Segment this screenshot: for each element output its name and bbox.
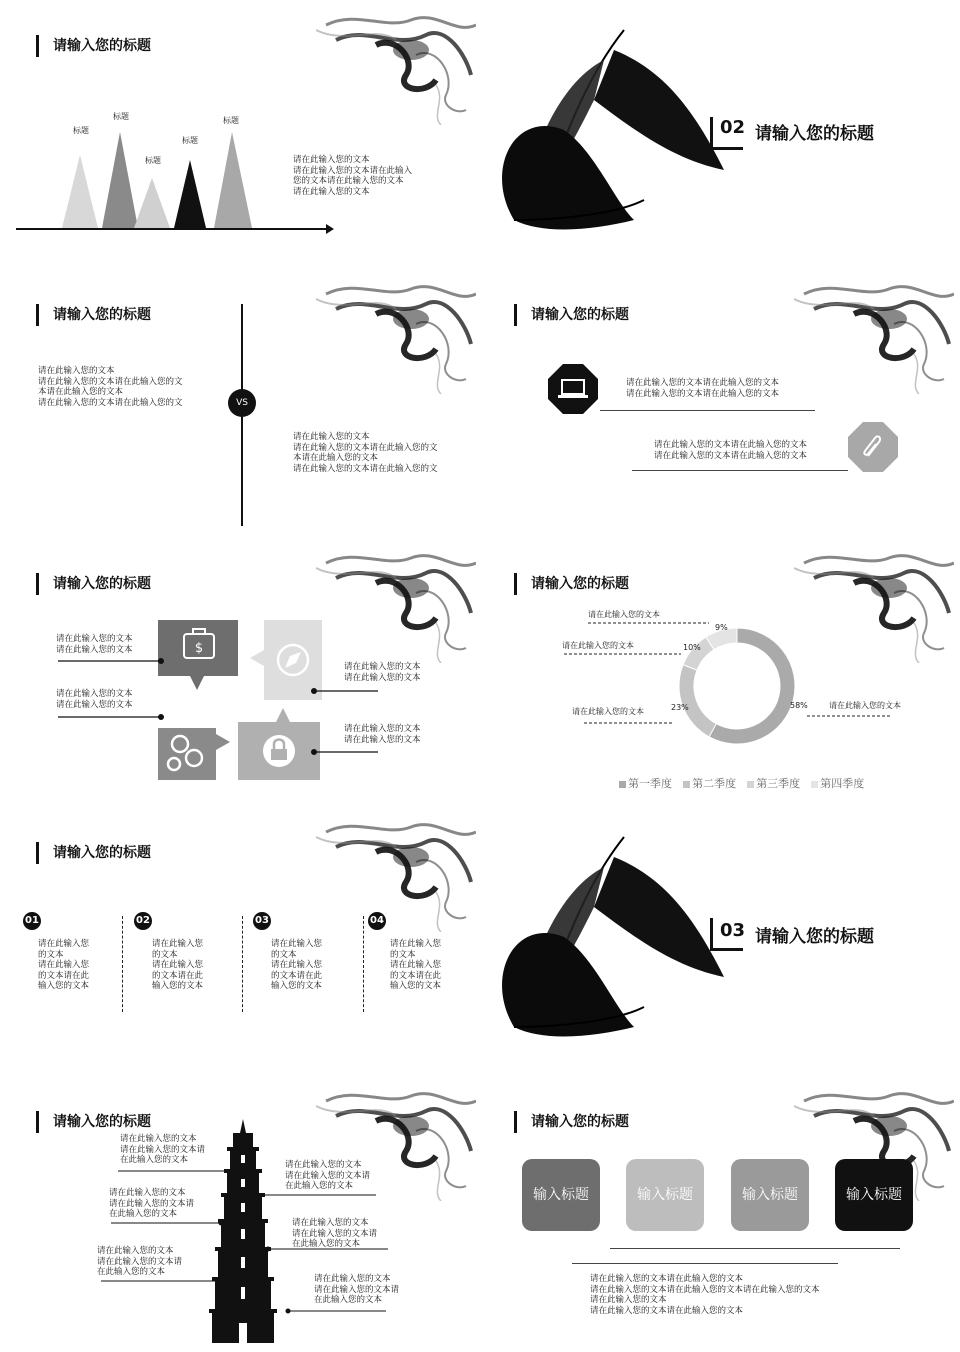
slide-title: 请输入您的标题: [36, 842, 151, 864]
step-number: 02: [134, 912, 152, 930]
text-6: 请在此输入您的文本 请在此输入您的文本请 在此输入您的文本: [314, 1274, 400, 1305]
text-1: 请在此输入您的文本请在此输入您的文本 请在此输入您的文本请在此输入您的文本: [626, 378, 780, 399]
text-2: 请在此输入您的文本请在此输入您的文本 请在此输入您的文本请在此输入您的文本: [654, 440, 808, 461]
connector-lines: [6, 1081, 476, 1343]
slide-section-02: [484, 5, 954, 267]
text-4: 请在此输入您的文本 请在此输入您的文本: [344, 724, 421, 745]
text-3: 请在此输入您的文本 请在此输入您的文本: [344, 662, 421, 683]
slide-pagoda: [6, 1081, 476, 1343]
body-text: 请在此输入您的文本 请在此输入您的文本请在此输入 您的文本请在此输入您的文本 请在此输入您的文本: [293, 155, 413, 197]
slide-icon-list: [484, 274, 954, 536]
data-label-23: 23%: [671, 703, 689, 712]
peak-label-1: 标题: [73, 126, 89, 135]
step-divider: [242, 916, 243, 1012]
smoke-decoration: [316, 5, 476, 125]
divider-line: [610, 1248, 900, 1249]
peak-3: [134, 178, 170, 228]
feathers-illustration: [494, 20, 734, 250]
label-4: 请在此输入您的文本: [829, 701, 901, 710]
body-text: 请在此输入您的文本请在此输入您的文本 请在此输入您的文本请在此输入您的文本请在此输入您的文本 请在此输入您的文本 请在此输入您的文本请在此输入您的文本: [590, 1274, 820, 1316]
step-number: 01: [23, 912, 41, 930]
peak-5: [214, 132, 252, 228]
text-1: 请在此输入您的文本 请在此输入您的文本请 在此输入您的文本: [120, 1134, 206, 1165]
step-text: 请在此输入您 的文本 请在此输入您 的文本请在此 输入您的文本: [152, 939, 204, 991]
slide-four-steps: [6, 812, 476, 1074]
text-4: 请在此输入您的文本 请在此输入您的文本请 在此输入您的文本: [285, 1160, 371, 1191]
underline-1: [600, 410, 815, 411]
peak-4: [174, 160, 206, 228]
laptop-icon: [548, 364, 598, 414]
slide-title: 请输入您的标题: [36, 35, 151, 57]
peak-label-3: 标题: [145, 156, 161, 165]
legend-item: 第二季度: [683, 775, 736, 791]
vs-badge: VS: [228, 389, 256, 417]
slide-donut-chart: [484, 543, 954, 805]
peak-label-2: 标题: [113, 112, 129, 121]
slide-vs: [6, 274, 476, 536]
feathers-illustration: [494, 827, 734, 1057]
title-box: 输入标题: [522, 1159, 600, 1231]
slide-title: 请输入您的标题: [36, 573, 151, 595]
smoke-decoration: [794, 274, 954, 394]
slide-title: 请输入您的标题: [514, 304, 629, 326]
step-text: 请在此输入您 的文本 请在此输入您 的文本请在此 输入您的文本: [271, 939, 323, 991]
legend-item: 第三季度: [747, 775, 800, 791]
data-label-9: 9%: [715, 623, 728, 632]
step-number: 04: [368, 912, 386, 930]
svg-text:$: $: [194, 641, 204, 656]
title-box: 输入标题: [731, 1159, 809, 1231]
step-divider: [363, 916, 364, 1012]
data-label-10: 10%: [683, 643, 701, 652]
underline-2: [632, 470, 848, 471]
section-number: 02: [720, 117, 746, 138]
peak-2: [102, 132, 138, 228]
slide-title: 请输入您的标题: [36, 1111, 151, 1133]
step-text: 请在此输入您 的文本 请在此输入您 的文本请在此 输入您的文本: [38, 939, 90, 991]
text-2: 请在此输入您的文本 请在此输入您的文本: [56, 689, 133, 710]
label-1: 请在此输入您的文本: [588, 610, 660, 619]
section-title: 请输入您的标题: [755, 124, 874, 144]
slide-four-quadrants: [6, 543, 476, 805]
section-title: 请输入您的标题: [755, 927, 874, 947]
slide-title: 请输入您的标题: [514, 1111, 629, 1133]
title-box: 输入标题: [835, 1159, 913, 1231]
leader-lines: [484, 543, 954, 805]
label-3: 请在此输入您的文本: [572, 707, 644, 716]
paperclip-icon: [848, 422, 898, 472]
step-number: 03: [253, 912, 271, 930]
legend-item: 第四季度: [811, 775, 864, 791]
legend-item: 第一季度: [619, 775, 672, 791]
text-2: 请在此输入您的文本 请在此输入您的文本请 在此输入您的文本: [109, 1188, 195, 1219]
chart-legend: [619, 772, 870, 791]
text-1: 请在此输入您的文本 请在此输入您的文本: [56, 634, 133, 655]
text-right: 请在此输入您的文本 请在此输入您的文本请在此输入您的文 本请在此输入您的文本 请在此输入您的文本请在此输入您的文: [293, 432, 438, 474]
data-label-58: 58%: [790, 701, 808, 710]
step-divider: [122, 916, 123, 1012]
title-box: 输入标题: [626, 1159, 704, 1231]
smoke-decoration: [316, 812, 476, 932]
slide-title: 请输入您的标题: [36, 304, 151, 326]
peak-1: [62, 155, 98, 228]
divider-line: [572, 1263, 838, 1264]
slide-four-boxes: [484, 1081, 954, 1343]
step-text: 请在此输入您 的文本 请在此输入您 的文本请在此 输入您的文本: [390, 939, 442, 991]
section-number: 03: [720, 920, 746, 941]
smoke-decoration: [316, 274, 476, 394]
text-left: 请在此输入您的文本 请在此输入您的文本请在此输入您的文 本请在此输入您的文本 请在此输入您的文本请在此输入您的文: [38, 366, 183, 408]
label-2: 请在此输入您的文本: [562, 641, 634, 650]
slide-section-03: [484, 812, 954, 1074]
slide-peaks: [6, 5, 476, 267]
slide-title: 请输入您的标题: [514, 573, 629, 595]
text-5: 请在此输入您的文本 请在此输入您的文本请 在此输入您的文本: [292, 1218, 378, 1249]
text-3: 请在此输入您的文本 请在此输入您的文本请 在此输入您的文本: [97, 1246, 183, 1277]
peak-label-4: 标题: [182, 136, 198, 145]
peak-label-5: 标题: [223, 116, 239, 125]
